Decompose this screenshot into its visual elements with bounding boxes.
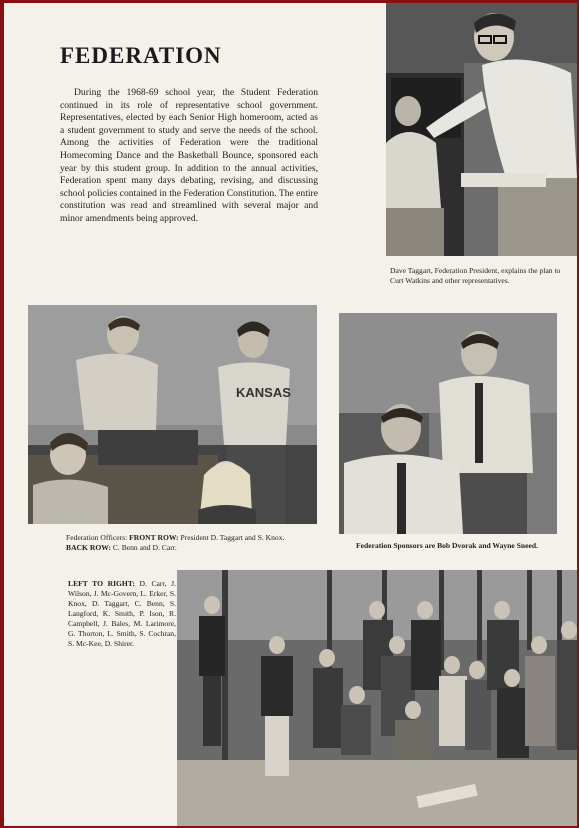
president-caption xyxy=(390,266,577,286)
officers-back-names: C. Benn and D. Carr. xyxy=(110,543,177,552)
officers-front-names: President D. Taggart and S. Knox. xyxy=(178,533,285,542)
officers-front-label: FRONT ROW: xyxy=(129,533,179,542)
sponsors-photo xyxy=(339,313,557,534)
president-photo-graphic xyxy=(386,3,577,256)
president-caption-line1: Dave Taggart, Federation President, explains the plan to xyxy=(390,266,561,275)
group-names-label: LEFT TO RIGHT: xyxy=(68,579,135,588)
kansas-shirt-text: KANSAS xyxy=(236,385,291,400)
group-names-list: D. Carr, J. Wilson, J. Mc-Govern, L. Erker, S. Knox, D. Taggart, C. Benn, S. Langford, K. Smith, P. Ison, R. Campbell, J. Bales, M. Larimore, G. Thorton, L. Smith, S. Cochran, S. Mc-Kee, D. Shirer. xyxy=(68,579,176,648)
officers-photo-graphic xyxy=(28,305,317,524)
officers-photo xyxy=(28,305,317,524)
group-names xyxy=(68,579,176,649)
president-photo xyxy=(386,3,577,256)
intro-paragraph: During the 1968-69 school year, the Student Federation continued in its role of representative school government. Representatives, elected by each Senior High homeroom, acted as a student government to study and serve the needs of the school. Among the activities of Federation were the traditional Homecoming Dance and the Basketball Bounce, sponsored each year by this student group. In addition to the annual activities, Federation spent many days debating, revising, and discussing school policies contained in the Federation Constitution. The entire constitution was read and streamlined with several major and minor amendments being approved. xyxy=(60,87,319,224)
group-photo xyxy=(177,570,577,826)
yearbook-page xyxy=(4,3,577,826)
officers-caption-intro: Federation Officers: xyxy=(66,533,130,542)
president-caption-line2: Curt Watkins and other representatives. xyxy=(390,276,510,285)
group-photo-graphic xyxy=(177,570,577,826)
officers-caption xyxy=(66,533,326,553)
sponsors-caption: Federation Sponsors are Bob Dvorak and Wayne Sneed. xyxy=(356,541,538,550)
officers-back-label: BACK ROW: xyxy=(66,543,111,552)
sponsors-photo-graphic xyxy=(339,313,557,534)
page-title: FEDERATION xyxy=(60,43,222,68)
